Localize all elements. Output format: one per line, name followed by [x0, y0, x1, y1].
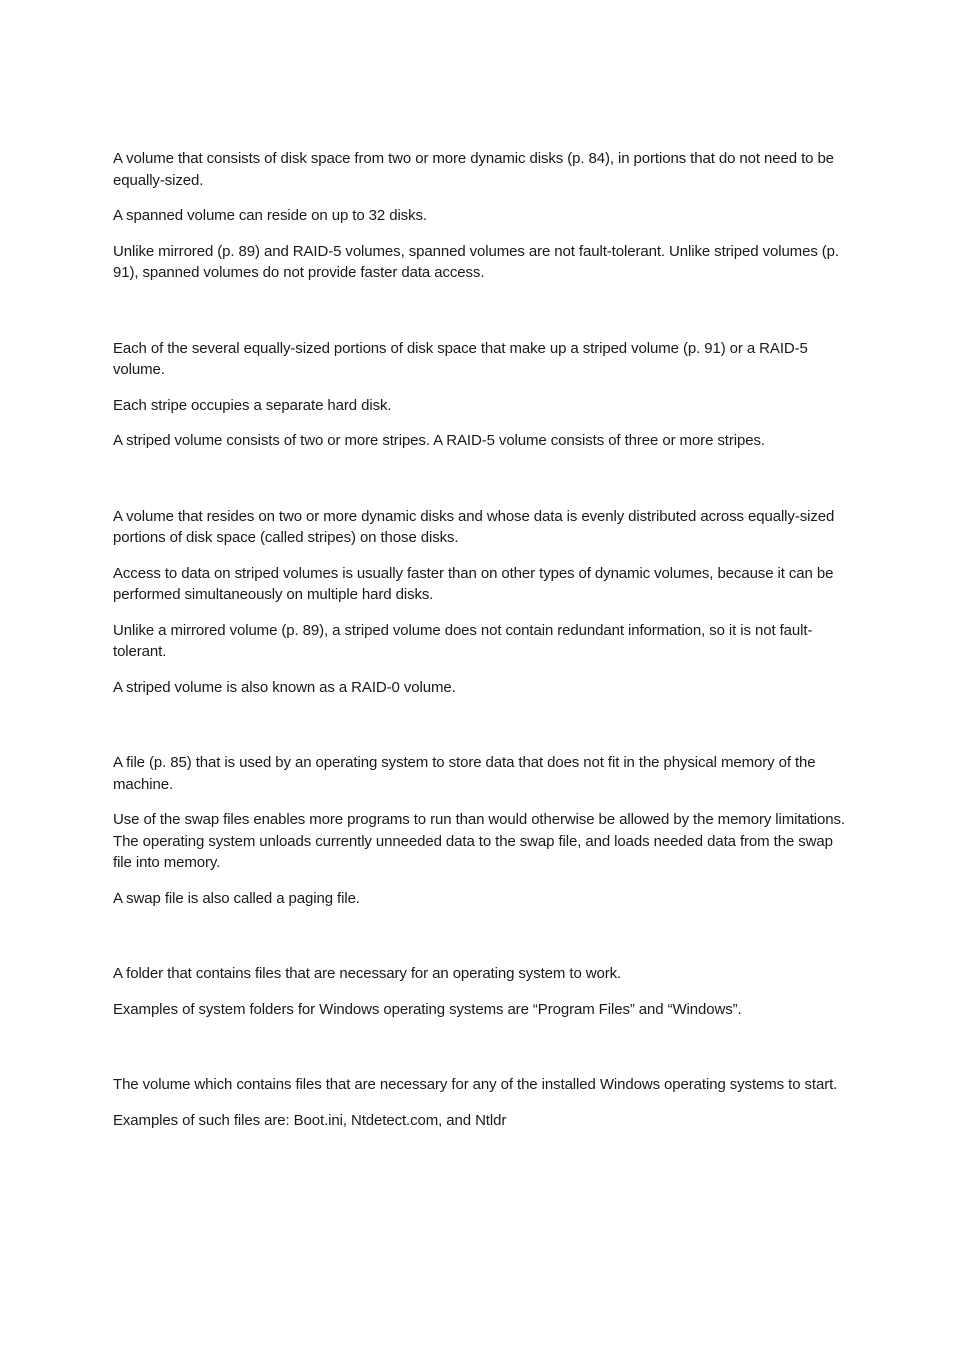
paragraph: The volume which contains files that are necessary for any of the installed Windows operating systems to start. — [113, 1076, 838, 1093]
paragraph: A file (p. 85) that is used by an operating system to store data that does not fit in the physical memory of the machine. — [113, 754, 816, 793]
paragraph: Each of the several equally-sized portions of disk space that make up a striped volume (p. 91) or a RAID-5 volume. — [113, 339, 808, 378]
glossary-entry-swap-file — [113, 752, 848, 909]
paragraph: Access to data on striped volumes is usually faster than on other types of dynamic volumes, because it can be performed simultaneously on multiple hard disks. — [113, 564, 834, 603]
paragraph: Use of the swap files enables more programs to run than would otherwise be allowed by the memory limitations. The operating system unloads currently unneeded data to the swap file, and loads needed data from the swap file into memory. — [113, 811, 845, 871]
paragraph: A spanned volume can reside on up to 32 disks. — [113, 207, 427, 224]
glossary-entry-striped-volume — [113, 506, 848, 699]
paragraph: Examples of system folders for Windows operating systems are “Program Files” and “Windows”. — [113, 1000, 742, 1018]
paragraph: Each stripe occupies a separate hard disk. — [113, 396, 392, 414]
paragraph: Examples of such files are: Boot.ini, Ntdetect.com, and Ntldr — [113, 1111, 507, 1129]
glossary-entry-stripe — [113, 338, 848, 452]
paragraph: Unlike a mirrored volume (p. 89), a striped volume does not contain redundant information, so it is not fault-tolerant. — [113, 621, 813, 660]
glossary-entry-system-folder — [113, 963, 848, 1020]
paragraph: A volume that resides on two or more dynamic disks and whose data is evenly distributed across equally-sized portions of disk space (called stripes) on those disks. — [113, 507, 835, 546]
paragraph: A folder that contains files that are necessary for an operating system to work. — [113, 965, 622, 982]
paragraph: A volume that consists of disk space from two or more dynamic disks (p. 84), in portions that do not need to be equally-sized. — [113, 150, 834, 189]
glossary-entry-system-volume — [113, 1074, 848, 1131]
paragraph: A swap file is also called a paging file. — [113, 889, 360, 907]
paragraph: A striped volume consists of two or more stripes. A RAID-5 volume consists of three or more stripes. — [113, 432, 765, 449]
document-body — [113, 148, 848, 1185]
glossary-entry-spanned-volume — [113, 148, 848, 284]
paragraph: Unlike mirrored (p. 89) and RAID-5 volumes, spanned volumes are not fault-tolerant. Unlike striped volumes (p. 91), spanned volumes do not provide faster data access. — [113, 242, 839, 281]
paragraph: A striped volume is also known as a RAID-0 volume. — [113, 678, 456, 696]
